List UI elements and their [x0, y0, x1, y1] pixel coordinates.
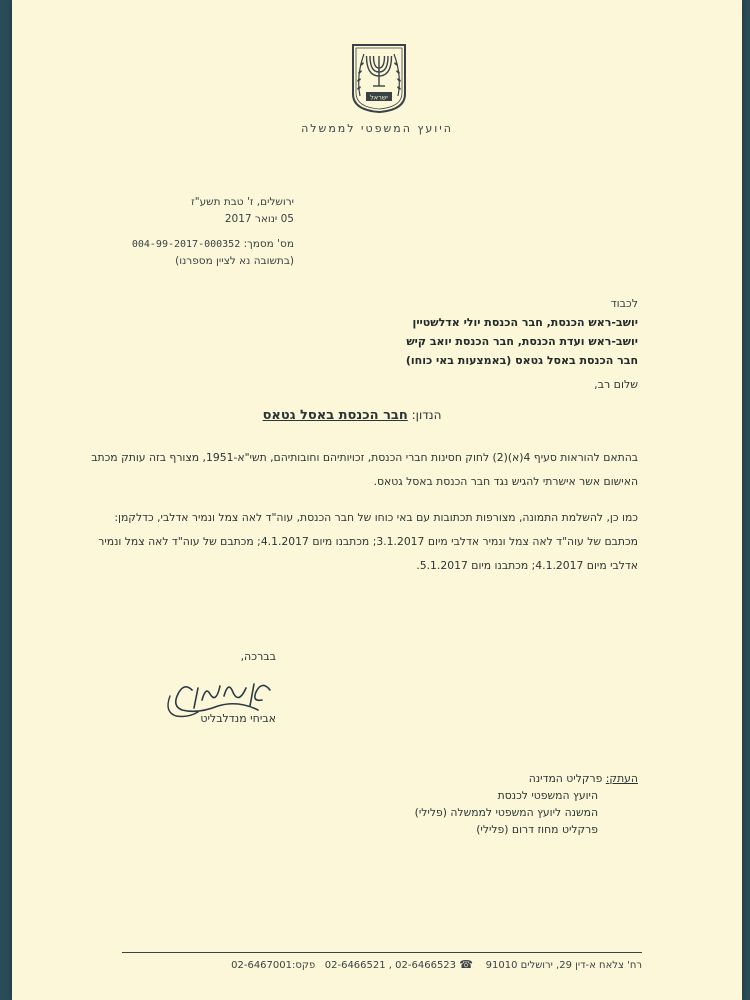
- copy-recipient: פרקליט מחוז דרום (פלילי): [476, 823, 598, 836]
- reference-label: מס' מסמך:: [243, 238, 294, 250]
- footer: [122, 958, 642, 971]
- subject-label: הנדון:: [411, 408, 442, 422]
- subject-line: [92, 408, 612, 423]
- subject-text: חבר הכנסת באסל גטאס: [262, 408, 408, 423]
- gregorian-date: 05 ינואר 2017: [224, 213, 294, 225]
- hebrew-date: ירושלים, ז' טבת תשע"ז: [191, 196, 294, 208]
- copy-recipient: המשנה ליועץ המשפטי לממשלה (פלילי): [414, 806, 598, 819]
- reference-number: 004-99-2017-000352: [131, 239, 241, 250]
- footer-fax: 02-6467001: [231, 960, 292, 971]
- recipient-line: יושב-ראש הכנסת, חבר הכנסת יולי אדלשטיין: [412, 316, 638, 329]
- body-paragraph-1: בהתאם להוראות סעיף 4(א)(2) לחוק חסינות חברי הכנסת, זכויותיהם וחובותיהם, תשי"א-1951, מצורף בזה עותק מכתב האישום אשר אישרתי להגיש נגד חבר הכנסת באסל גטאס.: [91, 451, 638, 488]
- recipient-line: יושב-ראש ועדת הכנסת, חבר הכנסת יואב קיש: [406, 335, 638, 348]
- office-title: היועץ המשפטי לממשלה: [301, 122, 453, 135]
- footer-address: רח' צלאח א-דין 29, ירושלים 91010: [485, 960, 642, 971]
- date-block: [191, 194, 294, 228]
- copy-recipient: היועץ המשפטי לכנסת: [497, 789, 598, 802]
- emblem-label: ישראל: [370, 93, 388, 102]
- body-paragraph-2: כמו כן, להשלמת התמונה, מצורפות תכתובות עם באי כוחו של חבר הכנסת, עוה"ד לאה צמל ונמיר אדלבי, כדלקמן: מכתבם של עוה"ד לאה צמל ונמיר אדלבי מיום 3.1.2017; מכתבנו מיום 4.1.2017; מכתבם של עוה"ד לאה צמל ונמיר אדלבי מיום 4.1.2017; מכתבנו מיום 5.1.2017.: [98, 511, 638, 572]
- closing: בברכה,: [240, 650, 276, 663]
- salutation: לכבוד: [610, 297, 638, 310]
- footer-fax-label: פקס:: [292, 960, 316, 971]
- copies-label: העתק:: [605, 772, 638, 785]
- footer-phones: 02-6466521 , 02-6466523: [324, 960, 457, 971]
- greeting: שלום רב,: [594, 378, 638, 391]
- signer-name: אביחי מנדלבליט: [200, 712, 276, 725]
- reference-note: (בתשובה נא לציין מספרנו): [175, 255, 294, 267]
- recipients-block: [406, 294, 638, 370]
- copy-recipient: פרקליט המדינה: [528, 772, 603, 785]
- recipient-line: חבר הכנסת באסל גטאס (באמצעות באי כוחו): [405, 354, 638, 367]
- menorah-emblem-icon: [350, 42, 408, 114]
- letter-page: [12, 0, 742, 1000]
- reference-block: [132, 236, 294, 269]
- copies-block: [415, 770, 638, 838]
- footer-divider: [122, 952, 642, 953]
- telephone-icon: ☎: [459, 958, 473, 971]
